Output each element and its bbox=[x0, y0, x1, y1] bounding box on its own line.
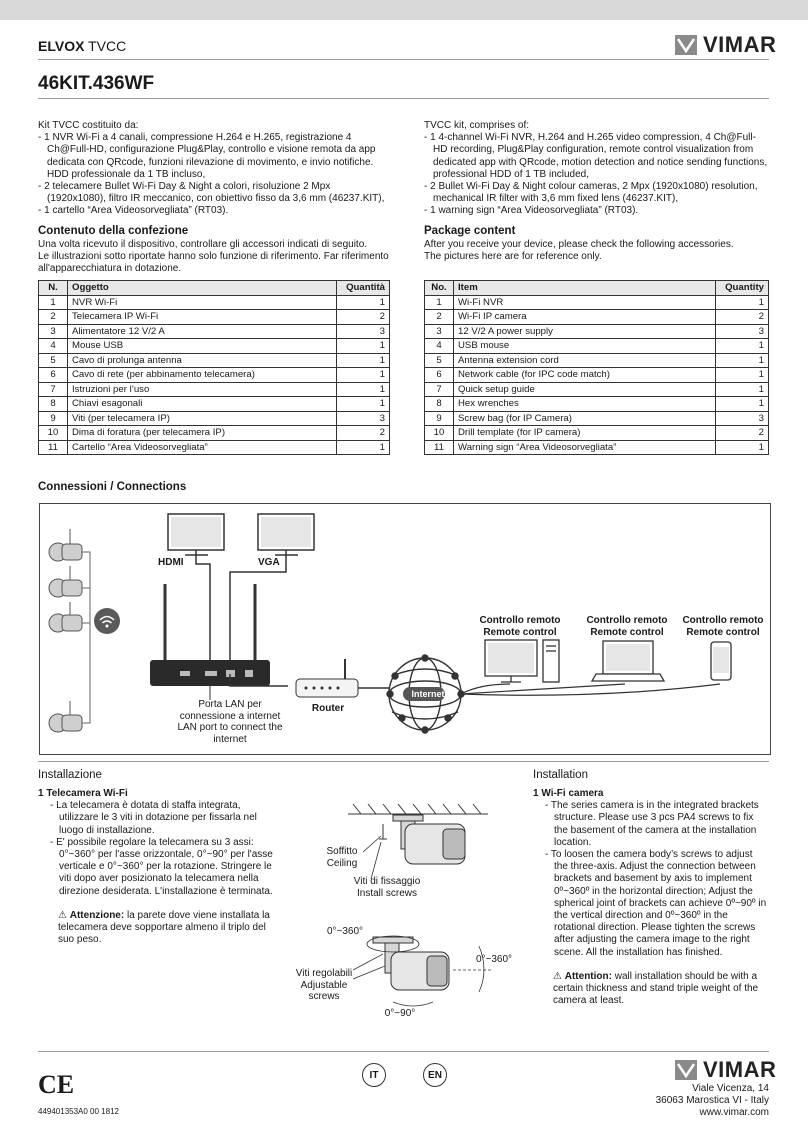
table-row: 8 Chiavi esagonali 1 bbox=[39, 397, 390, 412]
router-icon bbox=[296, 659, 358, 697]
divider bbox=[38, 98, 769, 99]
wifi-icon bbox=[94, 608, 120, 634]
lang-it-badge: IT bbox=[362, 1063, 386, 1087]
connections-title: Connessioni / Connections bbox=[38, 481, 187, 493]
monitor-icon bbox=[258, 514, 314, 555]
vimar-logo-icon bbox=[675, 1060, 697, 1080]
intro-en: TVCC kit, comprises of: - 1 4-channel Wi-Fi NVR, H.264 and H.265 video compression, 4 Ch@Full-HD recording, Plug&Play configuration, remote control visualization from dedicated app with QRcode, motion detection and notice sending functions, professional HDD of 1 TB included, - 2 Bullet Wi-Fi Day & Night colour cameras, 2 Mpx (1920x1080) resolution, mechanical IR filter with 3,6 mm fixed lens (46237.KIT), - 1 warning sign “Area Videosorvegliata” (RT03). bbox=[424, 120, 768, 217]
intro-it: Kit TVCC costituito da: - 1 NVR Wi-Fi a 4 canali, compressione H.264 e H.265, registrazione 4 Ch@Full-HD, configurazione Plug&Play, controllo e visione remota da app dedicata con QRcode, funzioni rilevazione di movimento, e invio notifiche. HDD professionale da 1 TB incluso, - 2 telecamere Bullet Wi-Fi Day & Night a colori, risoluzione 2 Mpx (1920x1080), filtro IR meccanico, con obiettivo fisso da 3,6 mm (46237.KIT), - 1 cartello “Area Videosorvegliata” (RT03). bbox=[38, 120, 385, 217]
vga-label: VGA bbox=[258, 557, 280, 568]
document-code: 449401353A0 00 1812 bbox=[38, 1107, 119, 1116]
vimar-logo: VIMAR bbox=[675, 32, 776, 58]
pc-icon bbox=[485, 640, 559, 682]
table-row: 5 Cavo di prolunga antenna 1 bbox=[39, 353, 390, 368]
footer-vimar-logo: VIMAR bbox=[675, 1057, 776, 1083]
table-row: 11 Warning sign “Area Videosorvegliata” 1 bbox=[425, 440, 769, 455]
ce-mark-icon: CE bbox=[38, 1070, 75, 1099]
camera-icon bbox=[49, 602, 82, 632]
connections-diagram bbox=[39, 503, 771, 755]
table-row: 4 Mouse USB 1 bbox=[39, 339, 390, 354]
footer-address: Viale Vicenza, 14 36063 Marostica VI - Italy www.vimar.com bbox=[655, 1083, 769, 1119]
install-screws-label: Viti di fissaggio Install screws bbox=[353, 876, 421, 899]
table-row: 1 Wi-Fi NVR 1 bbox=[425, 295, 769, 310]
table-row: 3 Alimentatore 12 V/2 A 3 bbox=[39, 324, 390, 339]
package-table-en: No. Item Quantity 1 Wi-Fi NVR 1 2 Wi-Fi IP camera 2 3 12 V/2 A power supply 3 4 USB mouse 1 5 Antenna extension cord 1 6 Network cable (for IPC code match) 1 7 Quick setup guide 1 8 Hex wrenches 1 9 Screw bag (for IP Camera) 3 10 Drill template (for IP camera) 2 11 Warning sign “Area Videosorvegliata” 1 bbox=[424, 280, 769, 455]
table-row: 10 Dima di foratura (per telecamera IP) 2 bbox=[39, 426, 390, 441]
package-table-it: N. Oggetto Quantità 1 NVR Wi-Fi 1 2 Telecamera IP Wi-Fi 2 3 Alimentatore 12 V/2 A 3 4 Mouse USB 1 5 Cavo di prolunga antenna 1 6 Cavo di rete (per abbinamento telecamera) 1 7 Istruzioni per l’uso 1 8 Chiavi esagonali 1 9 Viti (per telecamera IP) 3 10 Dima di foratura (per telecamera IP) 2 11 Cartello “Area Videosorvegliata” 1 bbox=[38, 280, 390, 455]
table-row: 7 Istruzioni per l’uso 1 bbox=[39, 382, 390, 397]
camera-mount-icon bbox=[373, 937, 449, 990]
installation-it: Installazione 1 Telecamera Wi-Fi - La telecamera è dotata di staffa integrata, utilizzare le 3 viti in dotazione per fissarla nel luogo di installazione. - E' possibile regolare la telecamera su 3 assi: 0°~360° per l'asse orizzontale, 0°~90° per l'asse verticale e 0°~360° per la rotazione. Stringere le viti dopo aver posizionato la telecamera nella direzione desiderata. L'installazione è terminata. ⚠ Attenzione: la parete dove viene installata la telecamera deve sopportare almeno il triplo del suo peso. bbox=[38, 769, 273, 946]
table-row: 4 USB mouse 1 bbox=[425, 339, 769, 354]
hdmi-label: HDMI bbox=[158, 557, 184, 568]
section-title: Contenuto della confezione bbox=[38, 225, 189, 237]
tilt-label: 0°~90° bbox=[384, 1008, 416, 1019]
divider bbox=[38, 761, 769, 762]
table-row: 8 Hex wrenches 1 bbox=[425, 397, 769, 412]
router-label: Router bbox=[311, 703, 345, 714]
divider bbox=[38, 1051, 769, 1052]
camera-mount-icon bbox=[379, 815, 465, 864]
internet-label: Internet bbox=[411, 689, 445, 699]
table-row: 2 Wi-Fi IP camera 2 bbox=[425, 310, 769, 325]
divider bbox=[38, 59, 769, 60]
table-row: 6 Network cable (for IPC code match) 1 bbox=[425, 368, 769, 383]
model-title: 46KIT.436WF bbox=[38, 73, 155, 94]
table-row: 6 Cavo di rete (per abbinamento telecamera) 1 bbox=[39, 368, 390, 383]
section-title: Package content bbox=[424, 225, 516, 237]
table-row: 11 Cartello “Area Videosorvegliata” 1 bbox=[39, 440, 390, 455]
remote-control-label: Controllo remoto Remote control bbox=[479, 615, 561, 638]
remote-control-label: Controllo remoto Remote control bbox=[682, 615, 764, 638]
camera-icon bbox=[49, 701, 82, 732]
ceiling-label: Soffitto Ceiling bbox=[326, 846, 358, 869]
vimar-logo-icon bbox=[675, 35, 697, 55]
package-content-en: Package content After you receive your device, please check the following accessories. The pictures here are for reference only. bbox=[424, 225, 769, 263]
lang-en-badge: EN bbox=[423, 1063, 447, 1087]
smartphone-icon bbox=[711, 642, 731, 680]
rotation-label-top: 0°~360° bbox=[326, 926, 364, 937]
laptop-icon bbox=[592, 641, 664, 681]
table-row: 7 Quick setup guide 1 bbox=[425, 382, 769, 397]
top-bar bbox=[0, 0, 808, 20]
warning-icon: ⚠ bbox=[553, 970, 562, 982]
remote-control-label: Controllo remoto Remote control bbox=[586, 615, 668, 638]
lan-port-label: Porta LAN per connessione a internet LAN port to connect the internet bbox=[177, 699, 283, 745]
installation-en: Installation 1 Wi-Fi camera - The series camera is in the integrated brackets structure. Please use 3 pcs PA4 screws to fix the basement of the camera at the installation location. - To loosen the camera body’s screws to adjust the three-axis. Adjust the connection between brackets and basement by axis to implement 0º~360º in the horizontal direction; Adjust the spherical joint of brackets can achieve 0º~90º in the vertical direction and 0º~360º in the rotational direction. Please tighten the screws after adjusting the camera image to the right scene. All the installation has finished. ⚠ Attention: wall installation should be with a certain thickness and stand triple weight of the camera at least. bbox=[533, 769, 767, 1007]
table-row: 9 Viti (per telecamera IP) 3 bbox=[39, 411, 390, 426]
table-row: 2 Telecamera IP Wi-Fi 2 bbox=[39, 310, 390, 325]
table-row: 9 Screw bag (for IP Camera) 3 bbox=[425, 411, 769, 426]
table-row: 1 NVR Wi-Fi 1 bbox=[39, 295, 390, 310]
monitor-icon bbox=[168, 514, 224, 555]
package-content-it: Contenuto della confezione Una volta ricevuto il dispositivo, controllare gli accessori indicati di seguito. Le illustrazioni sotto riportate hanno solo funzione di riferimento. Far riferimento all'apparecchiatura in dotazione. bbox=[38, 225, 389, 275]
warning-icon: ⚠ bbox=[58, 909, 67, 921]
camera-icon bbox=[49, 566, 82, 597]
rotation-label-right: 0°~360° bbox=[475, 954, 513, 965]
installation-figure bbox=[293, 784, 517, 1029]
table-row: 10 Drill template (for IP camera) 2 bbox=[425, 426, 769, 441]
adjustable-screws-label: Viti regolabili Adjustable screws bbox=[295, 968, 353, 1002]
table-row: 3 12 V/2 A power supply 3 bbox=[425, 324, 769, 339]
brand-title: ELVOX TVCC bbox=[38, 38, 127, 54]
camera-icon bbox=[49, 529, 82, 561]
table-row: 5 Antenna extension cord 1 bbox=[425, 353, 769, 368]
